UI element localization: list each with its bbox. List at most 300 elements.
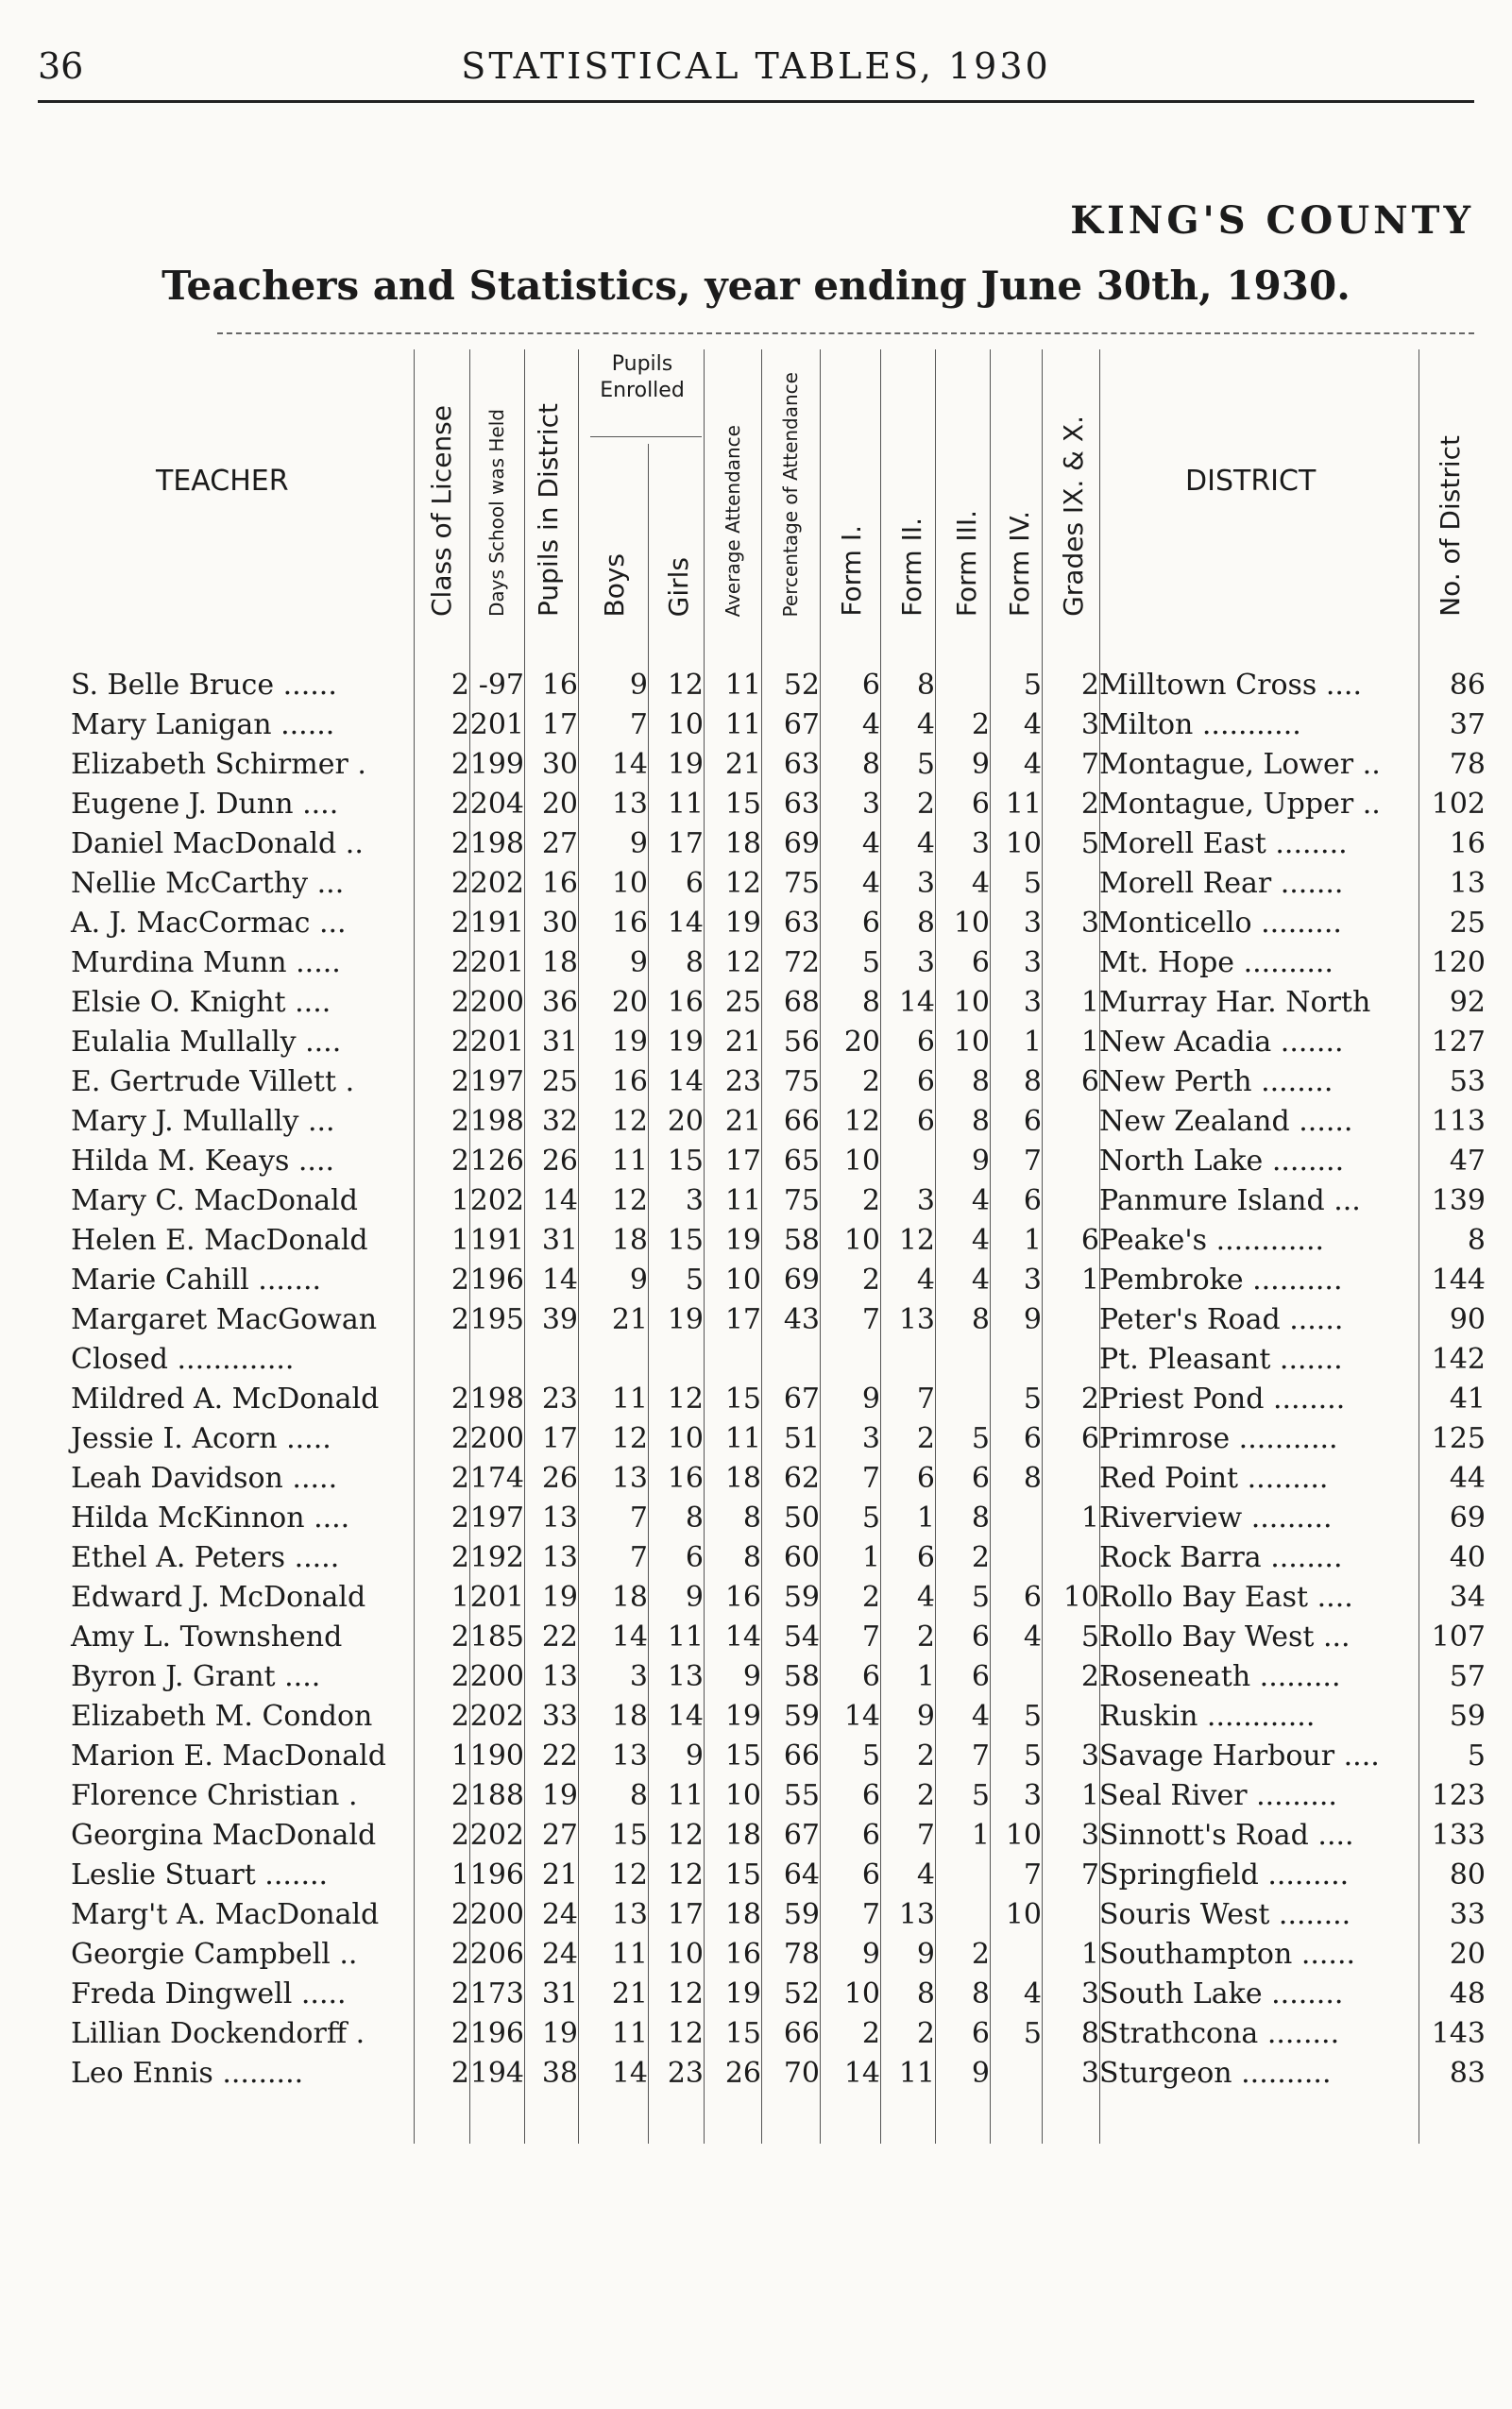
district-name: Milton ........... <box>1099 708 1301 741</box>
form-4: 7 <box>1023 1858 1042 1892</box>
table-row <box>71 1975 1486 2014</box>
grades-ix-x: 3 <box>1080 907 1099 940</box>
boys: 20 <box>611 986 648 1019</box>
pupils-in-district: 38 <box>541 2057 578 2090</box>
form-4: 4 <box>1023 1977 1042 2010</box>
form-3: 4 <box>971 1184 990 1217</box>
days-school-held: 197 <box>469 1065 524 1098</box>
percentage-attendance: 66 <box>783 1739 820 1773</box>
form-2: 9 <box>916 1938 935 1971</box>
class-of-license: 2 <box>450 1303 469 1336</box>
teacher-name: Elizabeth Schirmer . <box>71 748 366 781</box>
district-number: 102 <box>1431 788 1486 821</box>
days-school-held: 190 <box>469 1739 524 1773</box>
district-name: Savage Harbour .... <box>1099 1739 1380 1773</box>
average-attendance: 8 <box>742 1541 761 1574</box>
grades-ix-x: 8 <box>1080 2017 1099 2050</box>
girls: 15 <box>667 1224 704 1257</box>
form-4: 4 <box>1023 1620 1042 1654</box>
girls: 11 <box>667 788 704 821</box>
percentage-attendance: 64 <box>783 1858 820 1892</box>
district-name: Rollo Bay West ... <box>1099 1620 1351 1654</box>
form-3: 4 <box>971 867 990 900</box>
district-number: 57 <box>1449 1660 1486 1693</box>
district-name: Primrose ........... <box>1099 1422 1338 1455</box>
district-name: New Acadia ....... <box>1099 1026 1344 1059</box>
header-rule <box>38 100 1474 103</box>
teacher-name: Freda Dingwell ..... <box>71 1977 347 2010</box>
teacher-name: Mary Lanigan ...... <box>71 708 335 741</box>
form-3: 6 <box>971 1462 990 1495</box>
teacher-name: A. J. MacCormac ... <box>71 907 347 940</box>
percentage-attendance: 66 <box>783 1105 820 1138</box>
table-row <box>71 983 1486 1023</box>
average-attendance: 19 <box>724 907 761 940</box>
percentage-attendance: 59 <box>783 1898 820 1931</box>
days-school-held: 200 <box>469 986 524 1019</box>
percentage-attendance: 54 <box>783 1620 820 1654</box>
form-3: 4 <box>971 1224 990 1257</box>
col-form-2: Form II. <box>896 517 927 617</box>
class-of-license: 1 <box>450 1581 469 1614</box>
grades-ix-x: 5 <box>1080 827 1099 860</box>
teacher-name: Mary C. MacDonald <box>71 1184 358 1217</box>
teacher-name: E. Gertrude Villett . <box>71 1065 355 1098</box>
class-of-license: 2 <box>450 669 469 702</box>
form-1: 6 <box>861 1858 880 1892</box>
girls: 10 <box>667 1938 704 1971</box>
girls: 9 <box>685 1739 704 1773</box>
boys: 21 <box>611 1303 648 1336</box>
form-3: 6 <box>971 1620 990 1654</box>
form-1: 8 <box>861 986 880 1019</box>
district-number: 44 <box>1449 1462 1486 1495</box>
class-of-license: 2 <box>450 1026 469 1059</box>
table-row <box>71 1657 1486 1697</box>
boys: 7 <box>629 1501 648 1535</box>
form-3: 9 <box>971 1145 990 1178</box>
teacher-name: Leah Davidson ..... <box>71 1462 338 1495</box>
form-2: 8 <box>916 1977 935 2010</box>
pupils-in-district: 17 <box>541 708 578 741</box>
form-2: 8 <box>916 907 935 940</box>
col-district: DISTRICT <box>1185 465 1317 498</box>
pupils-in-district: 22 <box>541 1620 578 1654</box>
form-3 <box>935 1895 990 1935</box>
form-1: 9 <box>861 1383 880 1416</box>
grades-ix-x: 1 <box>1080 1264 1099 1297</box>
average-attendance: 15 <box>724 1383 761 1416</box>
district-name: Morell Rear ....... <box>1099 867 1344 900</box>
average-attendance: 26 <box>724 2057 761 2090</box>
days-school-held: 195 <box>469 1303 524 1336</box>
grades-ix-x: 2 <box>1080 788 1099 821</box>
district-number: 80 <box>1449 1858 1486 1892</box>
boys: 11 <box>611 1383 648 1416</box>
pupils-in-district: 33 <box>541 1700 578 1733</box>
pupils-in-district: 23 <box>541 1383 578 1416</box>
grades-ix-x <box>1042 864 1099 904</box>
pupils-in-district: 14 <box>541 1184 578 1217</box>
class-of-license: 2 <box>450 1501 469 1535</box>
pupils-in-district: 17 <box>541 1422 578 1455</box>
days-school-held: 199 <box>469 748 524 781</box>
form-1: 5 <box>861 1739 880 1773</box>
form-2: 14 <box>898 986 935 1019</box>
grades-ix-x: 6 <box>1080 1224 1099 1257</box>
form-1: 7 <box>861 1620 880 1654</box>
days-school-held: 174 <box>469 1462 524 1495</box>
form-2: 4 <box>916 1858 935 1892</box>
form-2: 4 <box>916 1581 935 1614</box>
class-of-license: 2 <box>450 1779 469 1812</box>
district-number: 5 <box>1467 1739 1486 1773</box>
pupils-in-district: 30 <box>541 907 578 940</box>
form-1: 6 <box>861 669 880 702</box>
percentage-attendance: 65 <box>783 1145 820 1178</box>
form-2: 13 <box>898 1898 935 1931</box>
col-grades-ix-x: Grades IX. & X. <box>1058 416 1089 617</box>
average-attendance: 15 <box>724 1739 761 1773</box>
percentage-attendance: 75 <box>783 867 820 900</box>
days-school-held: 194 <box>469 2057 524 2090</box>
form-1: 2 <box>861 2017 880 2050</box>
form-1: 14 <box>843 1700 880 1733</box>
table-row <box>71 1459 1486 1499</box>
form-1: 10 <box>843 1145 880 1178</box>
percentage-attendance: 50 <box>783 1501 820 1535</box>
col-class-of-license: Class of License <box>426 404 457 617</box>
days-school-held: 201 <box>469 946 524 979</box>
percentage-attendance: 59 <box>783 1581 820 1614</box>
col-boys: Boys <box>599 552 630 617</box>
girls: 3 <box>685 1184 704 1217</box>
grades-ix-x <box>1042 1102 1099 1142</box>
average-attendance: 17 <box>724 1303 761 1336</box>
days-school-held: 198 <box>469 1383 524 1416</box>
form-1: 8 <box>861 748 880 781</box>
boys: 8 <box>629 1779 648 1812</box>
col-teacher: TEACHER <box>156 465 289 498</box>
percentage-attendance: 59 <box>783 1700 820 1733</box>
form-4 <box>990 1538 1042 1578</box>
form-4 <box>990 2054 1042 2094</box>
percentage-attendance: 75 <box>783 1065 820 1098</box>
class-of-license: 2 <box>450 788 469 821</box>
district-number: 33 <box>1449 1898 1486 1931</box>
days-school-held: 188 <box>469 1779 524 1812</box>
form-4: 5 <box>1023 1739 1042 1773</box>
district-number: 78 <box>1449 748 1486 781</box>
form-4 <box>990 1935 1042 1975</box>
days-school-held: 202 <box>469 1819 524 1852</box>
girls: 12 <box>667 669 704 702</box>
percentage-attendance: 55 <box>783 1779 820 1812</box>
days-school-held: 191 <box>469 907 524 940</box>
form-2: 9 <box>916 1700 935 1733</box>
col-no-of-district: No. of District <box>1435 435 1466 617</box>
form-1: 14 <box>843 2057 880 2090</box>
days-school-held: 200 <box>469 1660 524 1693</box>
percentage-attendance: 56 <box>783 1026 820 1059</box>
table-row <box>71 864 1486 904</box>
teacher-name: Eulalia Mullally .... <box>71 1026 342 1059</box>
average-attendance: 19 <box>724 1977 761 2010</box>
average-attendance: 15 <box>724 1858 761 1892</box>
girls: 13 <box>667 1660 704 1693</box>
form-3: 6 <box>971 788 990 821</box>
table-row <box>71 2014 1486 2054</box>
form-3: 9 <box>971 2057 990 2090</box>
pupils-in-district: 18 <box>541 946 578 979</box>
pupils-in-district: 27 <box>541 827 578 860</box>
girls: 12 <box>667 2017 704 2050</box>
form-1: 6 <box>861 1660 880 1693</box>
form-3: 4 <box>971 1264 990 1297</box>
teacher-name: Mary J. Mullally ... <box>71 1105 335 1138</box>
days-school-held: 201 <box>469 1026 524 1059</box>
class-of-license: 2 <box>450 986 469 1019</box>
class-of-license: 2 <box>450 748 469 781</box>
district-number: 144 <box>1431 1264 1486 1297</box>
grades-ix-x: 2 <box>1080 1660 1099 1693</box>
girls: 12 <box>667 1383 704 1416</box>
district-name: Seal River ......... <box>1099 1779 1337 1812</box>
class-of-license: 2 <box>450 1819 469 1852</box>
table-row <box>71 1142 1486 1181</box>
table-row <box>71 1618 1486 1657</box>
form-2 <box>880 1340 935 1380</box>
boys: 13 <box>611 1739 648 1773</box>
pupils-in-district: 24 <box>541 1898 578 1931</box>
percentage-attendance <box>761 1340 820 1380</box>
col-days-wrap <box>472 345 521 628</box>
district-name: Montague, Upper .. <box>1099 788 1381 821</box>
table-row <box>71 1816 1486 1856</box>
average-attendance: 8 <box>742 1501 761 1535</box>
pupils-in-district: 14 <box>541 1264 578 1297</box>
form-4: 5 <box>1023 1700 1042 1733</box>
grades-ix-x: 1 <box>1080 1501 1099 1535</box>
district-number: 8 <box>1467 1224 1486 1257</box>
form-3: 5 <box>971 1581 990 1614</box>
district-name: Peake's ............ <box>1099 1224 1325 1257</box>
class-of-license: 2 <box>450 907 469 940</box>
teacher-name: Georgie Campbell .. <box>71 1938 358 1971</box>
days-school-held: 185 <box>469 1620 524 1654</box>
form-2: 11 <box>898 2057 935 2090</box>
days-school-held: -97 <box>478 669 524 702</box>
col-form-4: Form IV. <box>1004 510 1035 617</box>
table-row <box>71 1102 1486 1142</box>
table-row <box>71 824 1486 864</box>
form-4 <box>990 1657 1042 1697</box>
boys: 18 <box>611 1581 648 1614</box>
grades-ix-x <box>1042 1697 1099 1737</box>
col-f3-wrap <box>938 345 993 628</box>
form-1: 7 <box>861 1462 880 1495</box>
days-school-held: 191 <box>469 1224 524 1257</box>
district-number: 16 <box>1449 827 1486 860</box>
form-1: 20 <box>843 1026 880 1059</box>
form-2: 2 <box>916 1620 935 1654</box>
average-attendance: 17 <box>724 1145 761 1178</box>
form-3: 9 <box>971 748 990 781</box>
teacher-name: S. Belle Bruce ...... <box>71 669 337 702</box>
pupils-in-district: 32 <box>541 1105 578 1138</box>
form-3: 5 <box>971 1779 990 1812</box>
percentage-attendance: 52 <box>783 669 820 702</box>
form-4: 7 <box>1023 1145 1042 1178</box>
boys: 18 <box>611 1700 648 1733</box>
average-attendance: 12 <box>724 867 761 900</box>
form-4: 6 <box>1023 1105 1042 1138</box>
boys: 9 <box>629 946 648 979</box>
form-3: 10 <box>953 1026 990 1059</box>
girls: 15 <box>667 1145 704 1178</box>
pupils-in-district: 24 <box>541 1938 578 1971</box>
district-name: Ruskin ............ <box>1099 1700 1316 1733</box>
form-2: 6 <box>916 1065 935 1098</box>
form-1: 6 <box>861 1819 880 1852</box>
teacher-name: Edward J. McDonald <box>71 1581 366 1614</box>
boys: 12 <box>611 1105 648 1138</box>
district-name: Strathcona ........ <box>1099 2017 1340 2050</box>
teacher-name: Hilda McKinnon .... <box>71 1501 350 1535</box>
average-attendance: 11 <box>724 1184 761 1217</box>
teacher-name: Murdina Munn ..... <box>71 946 341 979</box>
girls: 16 <box>667 986 704 1019</box>
col-days-school-held: Days School was Held <box>485 408 508 617</box>
form-3: 8 <box>971 1501 990 1535</box>
col-pct-wrap <box>764 345 819 628</box>
girls: 19 <box>667 1026 704 1059</box>
teacher-name: Nellie McCarthy ... <box>71 867 345 900</box>
percentage-attendance: 75 <box>783 1184 820 1217</box>
average-attendance: 9 <box>742 1660 761 1693</box>
class-of-license: 2 <box>450 1422 469 1455</box>
grades-ix-x: 2 <box>1080 1383 1099 1416</box>
average-attendance <box>704 1340 761 1380</box>
form-4: 9 <box>1023 1303 1042 1336</box>
class-of-license: 2 <box>450 1105 469 1138</box>
table-row <box>71 1023 1486 1062</box>
girls: 9 <box>685 1581 704 1614</box>
table-row <box>71 1181 1486 1221</box>
col-f1-wrap <box>823 345 877 628</box>
class-of-license: 2 <box>450 1541 469 1574</box>
teacher-name: Lillian Dockendorff . <box>71 2017 365 2050</box>
class-of-license: 2 <box>450 2017 469 2050</box>
form-1: 10 <box>843 1224 880 1257</box>
girls: 19 <box>667 748 704 781</box>
pupils-in-district: 36 <box>541 986 578 1019</box>
days-school-held: 204 <box>469 788 524 821</box>
percentage-attendance: 67 <box>783 708 820 741</box>
grades-ix-x <box>1042 1459 1099 1499</box>
form-4: 1 <box>1023 1224 1042 1257</box>
form-3: 8 <box>971 1977 990 2010</box>
form-2: 4 <box>916 827 935 860</box>
district-number: 37 <box>1449 708 1486 741</box>
average-attendance: 11 <box>724 669 761 702</box>
pupils-in-district: 16 <box>541 669 578 702</box>
average-attendance: 15 <box>724 788 761 821</box>
boys: 13 <box>611 1462 648 1495</box>
percentage-attendance: 72 <box>783 946 820 979</box>
pupils-in-district: 13 <box>541 1541 578 1574</box>
form-3 <box>935 666 990 705</box>
form-1: 3 <box>861 1422 880 1455</box>
class-of-license: 2 <box>450 827 469 860</box>
girls: 10 <box>667 708 704 741</box>
form-1: 6 <box>861 1779 880 1812</box>
form-4: 3 <box>1023 986 1042 1019</box>
table-row <box>71 1737 1486 1776</box>
girls: 17 <box>667 827 704 860</box>
class-of-license: 2 <box>450 1145 469 1178</box>
form-3: 1 <box>971 1819 990 1852</box>
district-number: 143 <box>1431 2017 1486 2050</box>
boys: 16 <box>611 907 648 940</box>
average-attendance: 10 <box>724 1264 761 1297</box>
form-1: 4 <box>861 708 880 741</box>
table-row <box>71 785 1486 824</box>
form-3: 7 <box>971 1739 990 1773</box>
form-3: 2 <box>971 1541 990 1574</box>
form-2: 2 <box>916 1422 935 1455</box>
girls: 14 <box>667 907 704 940</box>
table-row <box>71 2054 1486 2094</box>
table-row <box>71 1380 1486 1419</box>
district-number: 123 <box>1431 1779 1486 1812</box>
percentage-attendance: 58 <box>783 1660 820 1693</box>
table-row <box>71 904 1486 943</box>
district-number: 127 <box>1431 1026 1486 1059</box>
grades-ix-x: 1 <box>1080 986 1099 1019</box>
district-name: Sinnott's Road .... <box>1099 1819 1354 1852</box>
average-attendance: 18 <box>724 1819 761 1852</box>
form-2: 5 <box>916 748 935 781</box>
pupils-in-district: 13 <box>541 1660 578 1693</box>
table-row <box>71 1499 1486 1538</box>
percentage-attendance: 60 <box>783 1541 820 1574</box>
form-2: 3 <box>916 946 935 979</box>
form-3: 3 <box>971 827 990 860</box>
grades-ix-x <box>1042 1895 1099 1935</box>
district-number: 92 <box>1449 986 1486 1019</box>
boys: 9 <box>629 669 648 702</box>
average-attendance: 23 <box>724 1065 761 1098</box>
average-attendance: 25 <box>724 986 761 1019</box>
days-school-held <box>469 1340 524 1380</box>
class-of-license: 2 <box>450 708 469 741</box>
form-2: 8 <box>916 669 935 702</box>
district-name: Panmure Island ... <box>1099 1184 1361 1217</box>
table-row <box>71 943 1486 983</box>
boys: 12 <box>611 1858 648 1892</box>
district-name: Mt. Hope .......... <box>1099 946 1334 979</box>
pupils-in-district: 26 <box>541 1145 578 1178</box>
days-school-held: 202 <box>469 1700 524 1733</box>
form-1: 4 <box>861 827 880 860</box>
form-1: 6 <box>861 907 880 940</box>
days-school-held: 173 <box>469 1977 524 2010</box>
pupils-in-district: 20 <box>541 788 578 821</box>
teacher-name: Helen E. MacDonald <box>71 1224 368 1257</box>
form-1: 9 <box>861 1938 880 1971</box>
district-number: 53 <box>1449 1065 1486 1098</box>
